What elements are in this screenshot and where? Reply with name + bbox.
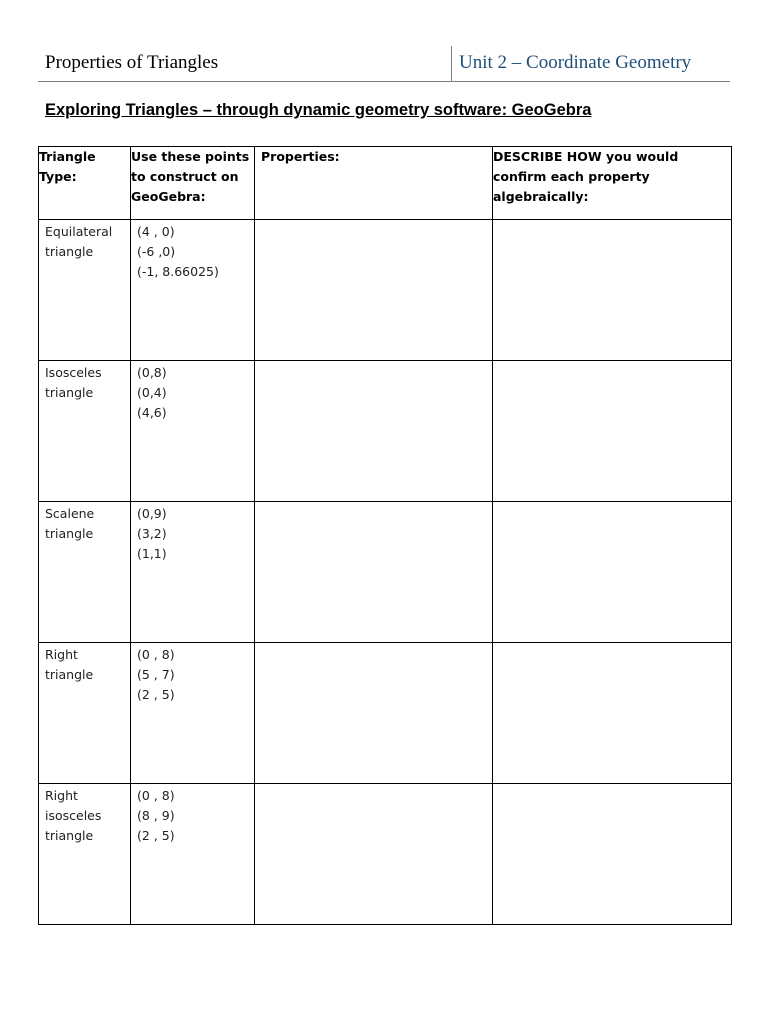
point-coordinate: (0,9) — [137, 506, 167, 521]
cell-describe[interactable] — [493, 502, 732, 643]
cell-triangle-type — [39, 361, 131, 502]
header-divider — [451, 46, 452, 81]
type-line: triangle — [45, 385, 94, 400]
header-right-title: Unit 2 – Coordinate Geometry — [459, 52, 692, 73]
point-coordinate: (2 , 5) — [137, 828, 175, 843]
point-coordinate: (0,8) — [137, 365, 167, 380]
header-points — [131, 147, 255, 220]
header-triangle-type — [39, 147, 131, 220]
cell-describe[interactable] — [493, 361, 732, 502]
header-type-line: Type: — [39, 169, 77, 184]
cell-describe[interactable] — [493, 220, 732, 361]
type-line: triangle — [45, 244, 94, 259]
type-line: triangle — [45, 667, 94, 682]
table-row-equilateral — [39, 220, 732, 361]
type-line: Scalene — [45, 506, 95, 521]
point-coordinate: (0 , 8) — [137, 647, 175, 662]
table-header-row — [39, 147, 732, 220]
header-points-line: Use these points — [131, 149, 250, 164]
type-line: triangle — [45, 526, 94, 541]
cell-properties[interactable] — [255, 784, 493, 925]
table-row-isosceles — [39, 361, 732, 502]
cell-properties[interactable] — [255, 643, 493, 784]
cell-points — [131, 220, 255, 361]
point-coordinate: (2 , 5) — [137, 687, 175, 702]
table-row-right — [39, 643, 732, 784]
page-header — [38, 46, 730, 82]
point-coordinate: (0,4) — [137, 385, 167, 400]
cell-triangle-type — [39, 784, 131, 925]
header-left-title: Properties of Triangles — [45, 52, 219, 73]
header-type-line: Triangle — [39, 149, 96, 164]
type-line: Equilateral — [45, 224, 113, 239]
header-describe-line: algebraically: — [493, 189, 589, 204]
type-line: Right — [45, 788, 78, 803]
point-coordinate: (3,2) — [137, 526, 167, 541]
cell-properties[interactable] — [255, 361, 493, 502]
point-coordinate: (-6 ,0) — [137, 244, 176, 259]
cell-points — [131, 784, 255, 925]
cell-points — [131, 361, 255, 502]
cell-triangle-type — [39, 220, 131, 361]
header-describe — [493, 147, 732, 220]
header-properties — [255, 147, 493, 220]
type-line: isosceles — [45, 808, 102, 823]
header-properties-label: Properties: — [261, 149, 340, 164]
cell-properties[interactable] — [255, 220, 493, 361]
triangle-worksheet-table — [38, 146, 732, 925]
point-coordinate: (5 , 7) — [137, 667, 175, 682]
type-line: triangle — [45, 828, 94, 843]
point-coordinate: (8 , 9) — [137, 808, 175, 823]
cell-describe[interactable] — [493, 784, 732, 925]
cell-triangle-type — [39, 502, 131, 643]
header-points-line: GeoGebra: — [131, 189, 206, 204]
header-describe-line: DESCRIBE HOW you would — [493, 149, 679, 164]
cell-properties[interactable] — [255, 502, 493, 643]
header-points-line: to construct on — [131, 169, 239, 184]
point-coordinate: (-1, 8.66025) — [137, 264, 219, 279]
cell-describe[interactable] — [493, 643, 732, 784]
cell-triangle-type — [39, 643, 131, 784]
cell-points — [131, 502, 255, 643]
point-coordinate: (4,6) — [137, 405, 167, 420]
table-row-right-isosceles — [39, 784, 732, 925]
type-line: Isosceles — [45, 365, 102, 380]
worksheet-subtitle: Exploring Triangles – through dynamic geometry software: GeoGebra — [45, 101, 592, 119]
point-coordinate: (1,1) — [137, 546, 167, 561]
table-row-scalene — [39, 502, 732, 643]
point-coordinate: (4 , 0) — [137, 224, 175, 239]
cell-points — [131, 643, 255, 784]
point-coordinate: (0 , 8) — [137, 788, 175, 803]
type-line: Right — [45, 647, 78, 662]
header-describe-line: confirm each property — [493, 169, 650, 184]
